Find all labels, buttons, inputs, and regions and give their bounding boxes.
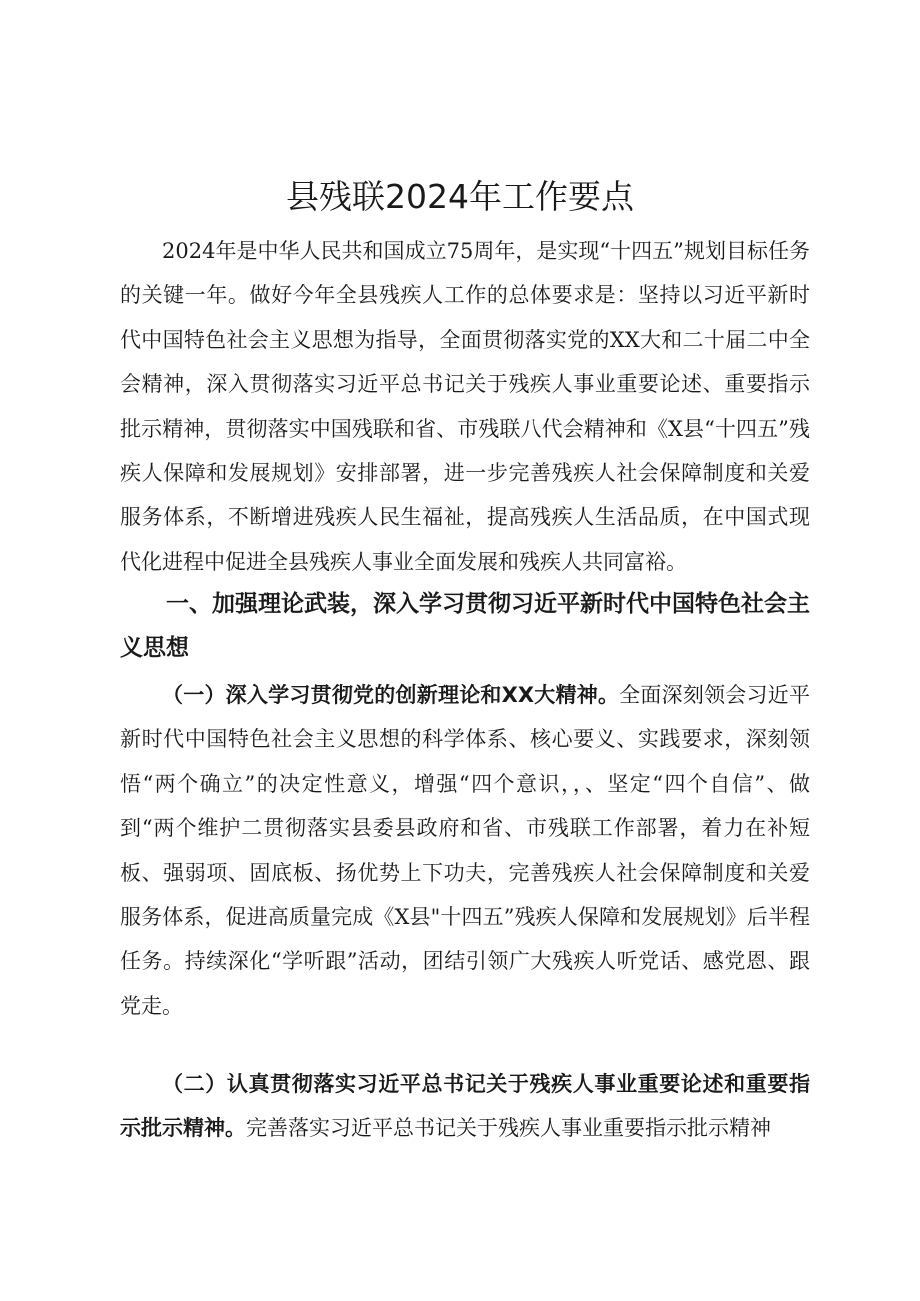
- item-2-lead: （二）认真贯彻落实习近平总书记关于残疾人事业重要论述和重要指示批示精神。: [120, 1072, 810, 1141]
- item-1-lead: （一）深入学习贯彻党的创新理论和XX大精神。: [162, 683, 620, 707]
- item-2-paragraph: [120, 1062, 810, 1151]
- item-1-paragraph: [120, 673, 810, 1028]
- document-title: 县残联2024年工作要点: [286, 177, 634, 216]
- item-2-body: 完善落实习近平总书记关于残疾人事业重要指示批示精神: [246, 1116, 771, 1141]
- item-1-body: 全面深刻领会习近平新时代中国特色社会主义思想的科学体系、核心要义、实践要求，深刻领悟“两个确立”的决定性意义，增强“四个意识，，、坚定“四个自信”、做到“两个维护二贯彻落实县委县政府和省、市残联工作部署，着力在补短板、强弱项、固底板、扬优势上下功夫，完善残疾人社会保障制度和关爱服务体系，促进高质量完成《X县"十四五”残疾人保障和发展规划》后半程任务。持续深化“学听跟”活动，团结引领广大残疾人听党话、感党恩、跟党走。: [120, 683, 810, 1018]
- intro-paragraph: 2024年是中华人民共和国成立75周年，是实现“十四五”规划目标任务的关键一年。做好今年全县残疾人工作的总体要求是：坚持以习近平新时代中国特色社会主义思想为指导，全面贯彻落实党的XX大和二十届二中全会精神，深入贯彻落实习近平总书记关于残疾人事业重要论述、重要指示批示精神，贯彻落实中国残联和省、市残联八代会精神和《X县“十四五”残疾人保障和发展规划》安排部署，进一步完善残疾人社会保障制度和关爱服务体系，不断增进残疾人民生福祉，提高残疾人生活品质，在中国式现代化进程中促进全县残疾人事业全面发展和残疾人共同富裕。: [120, 239, 810, 574]
- section-1-heading: 一、加强理论武装，深入学习贯彻习近平新时代中国特色社会主义思想: [120, 591, 810, 661]
